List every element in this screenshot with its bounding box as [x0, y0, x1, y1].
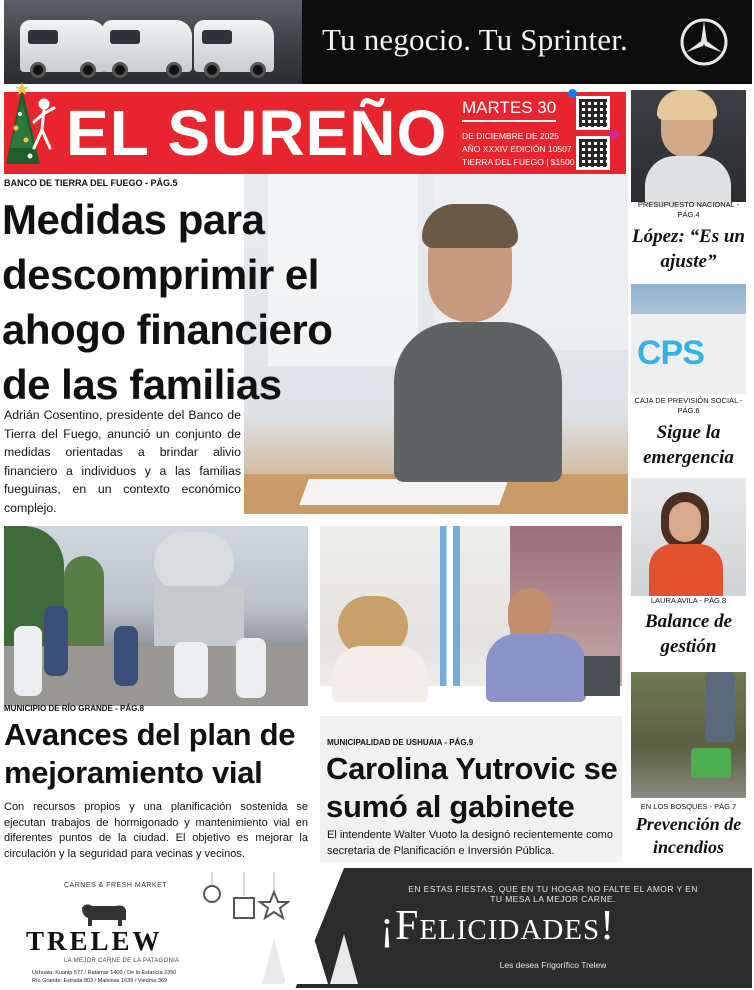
sidebar-kicker: CAJA DE PREVISIÓN SOCIAL - PÁG.6 — [634, 396, 743, 415]
sidebar-kicker: EN LOS BOSQUES - PÁG.7 — [640, 802, 737, 811]
sidebar-kicker: LAURA AVILA - PÁG.8 — [650, 596, 727, 605]
ad-message: EN ESTAS FIESTAS, QUE EN TU HOGAR NO FALTE EL AMOR Y EN TU MESA LA MEJOR CARNE. — [408, 884, 698, 904]
christmas-tree-icon — [4, 78, 58, 174]
van-image — [102, 20, 192, 72]
ad-signature: Les desea Frigorífico Trelew — [499, 960, 607, 970]
newspaper-title[interactable]: EL SUREÑO — [66, 97, 448, 169]
sidebar-headline: López: “Es un ajuste” — [632, 226, 745, 272]
sidebar-photo — [631, 478, 746, 596]
bull-icon — [76, 898, 132, 928]
ad-subtitle: LA MEJOR CARNE DE LA PATAGONIA — [64, 958, 180, 964]
ushuaia-kicker: MUNICIPALIDAD DE USHUAIA - PÁG.9 — [327, 738, 474, 747]
instagram-icon[interactable] — [610, 130, 619, 139]
van-image — [194, 20, 274, 72]
issue-region-price: TIERRA DEL FUEGO | $1500 — [462, 157, 575, 167]
issue-date: DE DICIEMBRE DE 2025 — [462, 131, 559, 141]
sidebar-story[interactable] — [631, 672, 746, 862]
sidebar-headline: Balance de gestión — [644, 611, 733, 657]
sidebar-headline: Sigue la emergencia — [643, 422, 734, 468]
bottom-advertisement[interactable] — [4, 868, 752, 988]
rio-grande-kicker: MUNICIPIO DE RÍO GRANDE - PÁG.8 — [4, 704, 145, 713]
christmas-trees-icon — [260, 908, 370, 988]
sidebar-story[interactable] — [631, 284, 746, 476]
issue-day: MARTES 30 — [462, 98, 556, 122]
top-advertisement[interactable] — [4, 0, 752, 84]
ad-slogan: Tu negocio. Tu Sprinter. — [322, 22, 628, 57]
masthead — [4, 92, 626, 174]
qr-code-icon[interactable] — [576, 96, 610, 130]
vans-photo — [4, 0, 302, 84]
main-story-headline[interactable]: Medidas para descomprimir el ahogo financiero de las familias — [2, 196, 333, 408]
sidebar-headline: Prevención de incendios — [635, 814, 742, 857]
sidebar-kicker: PRESUPUESTO NACIONAL - PÁG.4 — [637, 200, 740, 219]
issue-edition: AÑO XXXIV EDICIÓN 10507 — [462, 144, 572, 154]
van-image — [20, 20, 106, 72]
sidebar-photo — [631, 672, 746, 798]
qr-code-icon[interactable] — [576, 136, 610, 170]
mercedes-star-icon — [678, 16, 730, 68]
main-story-kicker: BANCO DE TIERRA DEL FUEGO - PÁG.5 — [4, 178, 178, 188]
sidebar-photo — [631, 284, 746, 394]
ushuaia-body: El intendente Walter Vuoto la designó recientemente como secretaria de Planificación e Inversión Pública. — [327, 829, 613, 857]
ad-brand: TRELEW — [26, 926, 163, 956]
ad-tagline: CARNES & FRESH MARKET — [64, 882, 168, 889]
rio-grande-body: Con recursos propios y una planificación sostenida se ejecutan trabajos de hormigonado y mantenimiento vial en diferentes puntos de la ciudad. El objetivo es mejorar la circulación y la seguridad para vecinas y vecinos. — [4, 801, 308, 860]
rio-grande-headline[interactable]: Avances del plan de mejoramiento vial — [4, 717, 296, 790]
sidebar-story[interactable] — [631, 90, 746, 280]
ushuaia-photo[interactable] — [320, 526, 622, 716]
ad-greeting: ¡Felicidades! — [380, 903, 616, 949]
ad-addresses: Ushuaia: Kuanip 577 / Ratamar 1400 / De la Estancia 2350 Río Grande: Estrada 803 / Malvinas 1639 / Viedma 369 — [32, 970, 177, 984]
cps-sign: CPS — [637, 334, 704, 372]
sidebar-story[interactable] — [631, 478, 746, 668]
rio-grande-photo[interactable] — [4, 526, 308, 706]
main-story-body: Adrián Cosentino, presidente del Banco de Tierra del Fuego, anunció un conjunto de medidas orientadas a brindar alivio financiero a individuos y a las familias fueguinas, en un contexto económico complejo. — [4, 408, 241, 515]
sidebar-photo — [631, 90, 746, 202]
ushuaia-headline[interactable]: Carolina Yutrovic se sumó al gabinete — [326, 751, 618, 824]
issue-meta — [462, 130, 574, 169]
